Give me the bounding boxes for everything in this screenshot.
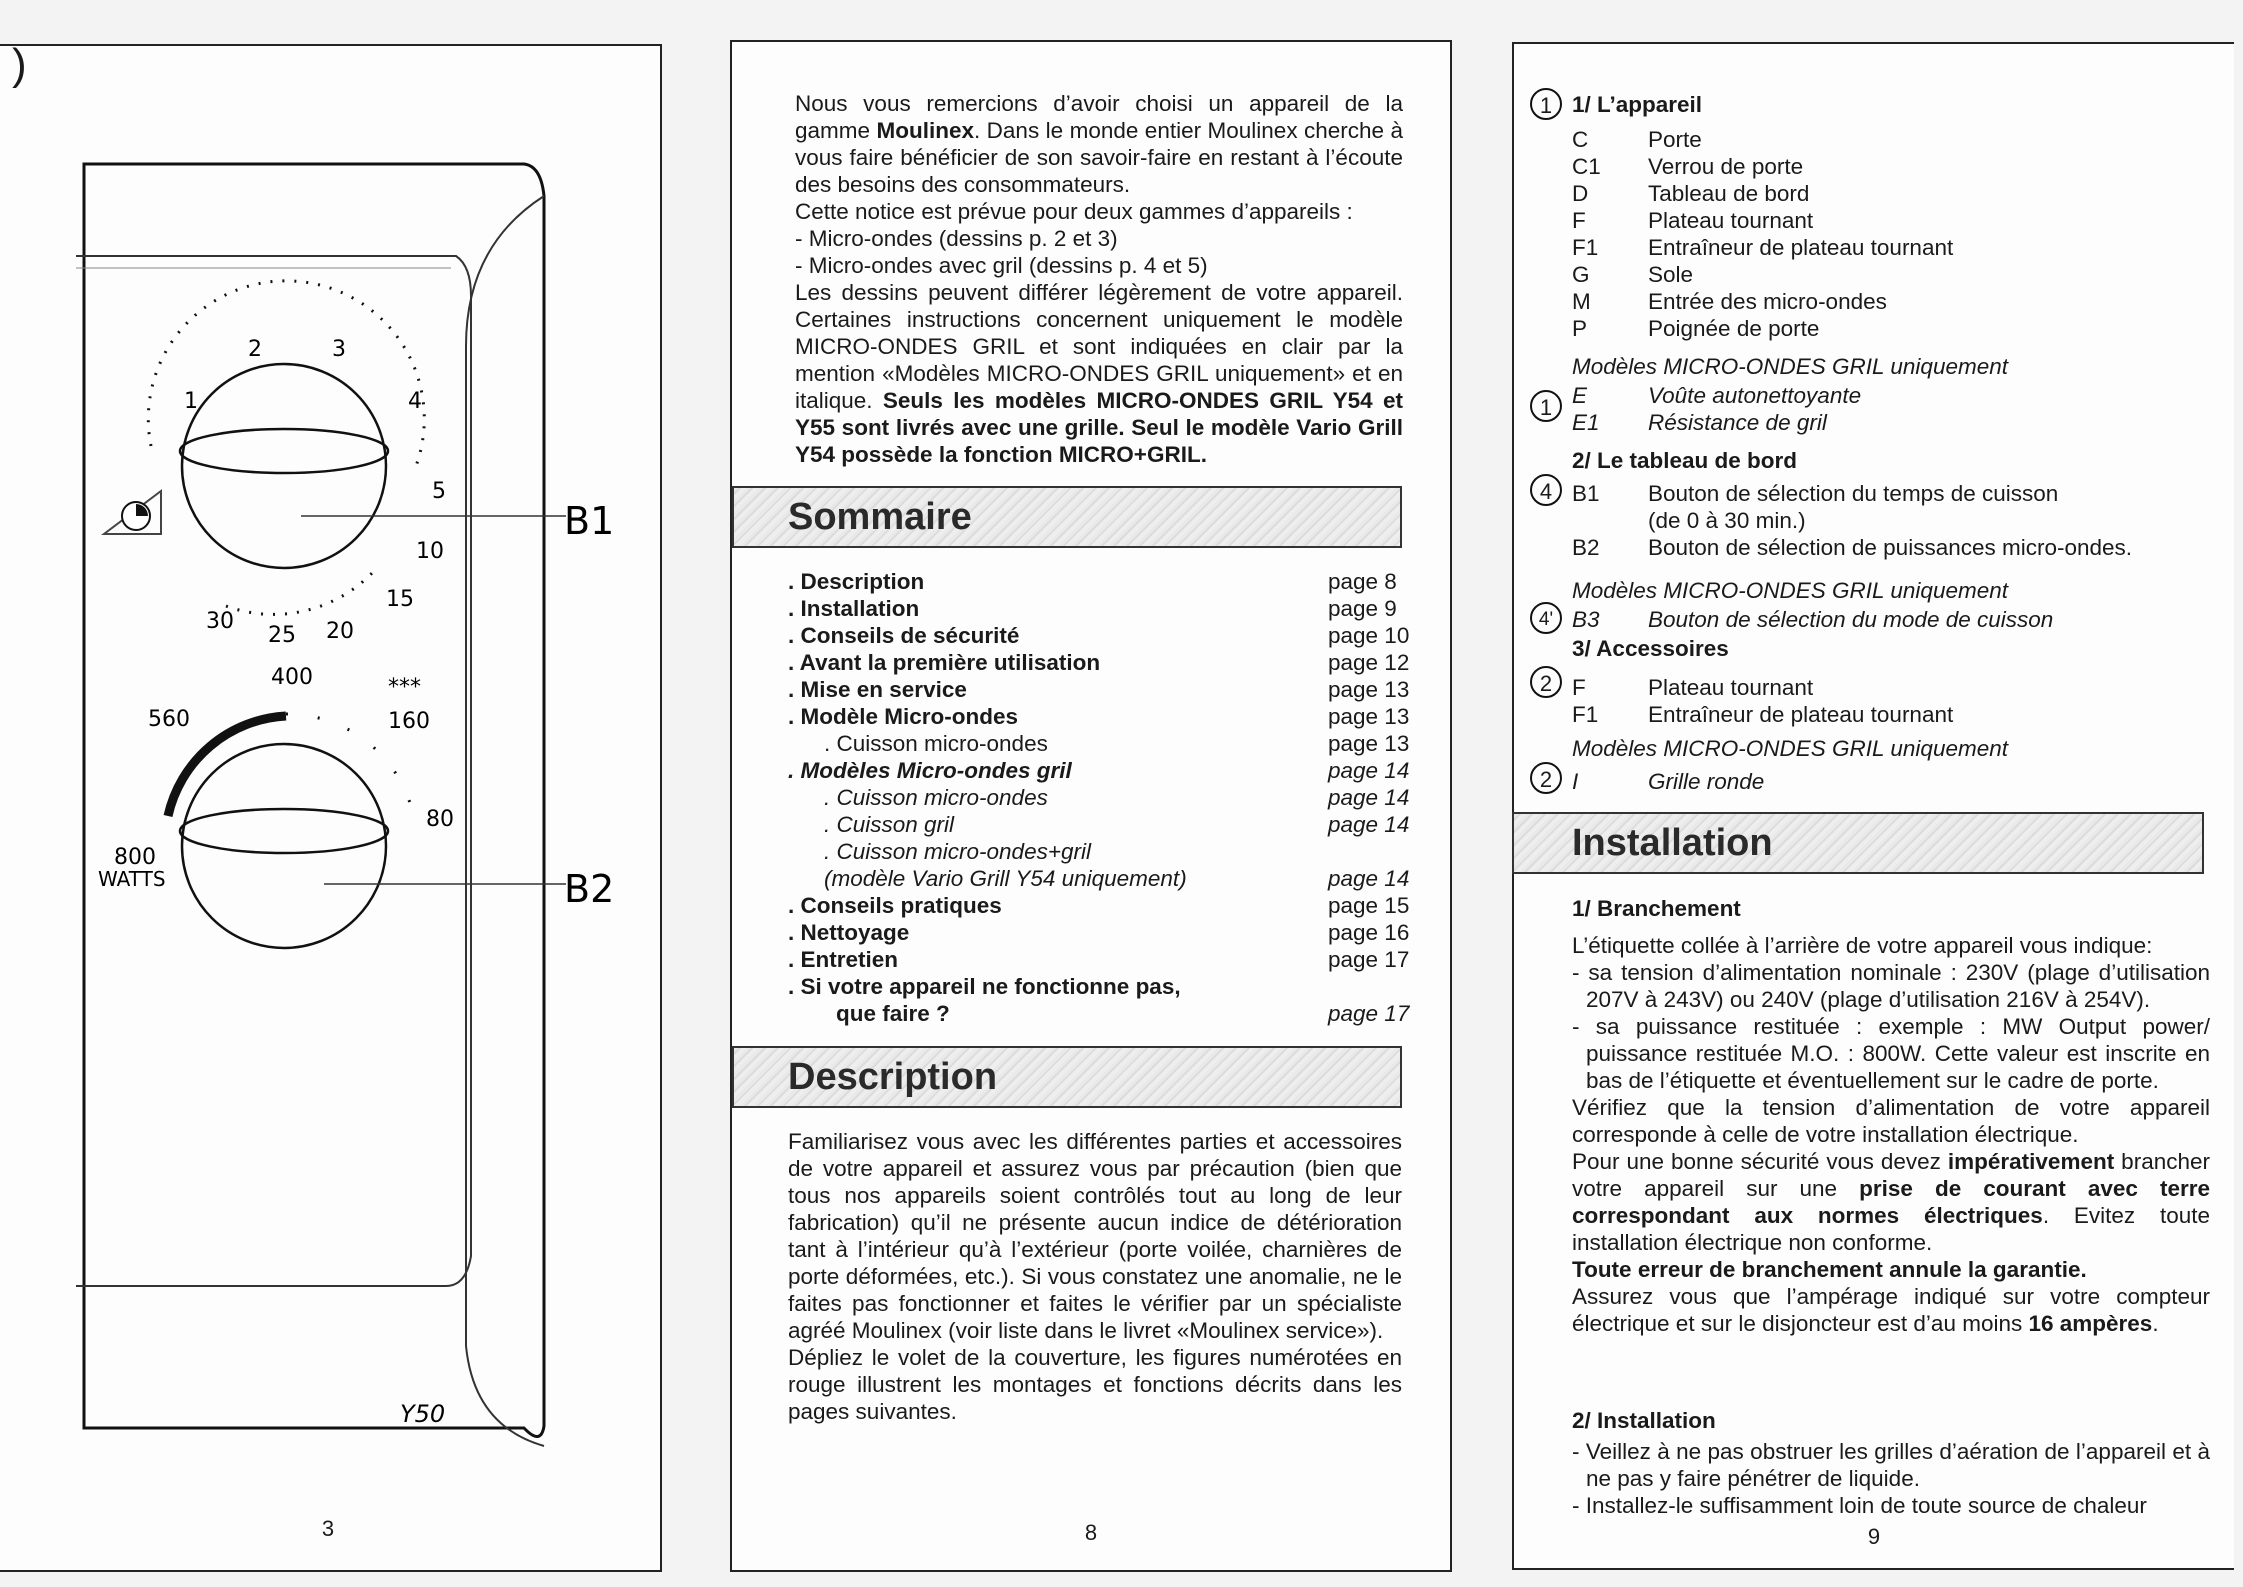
legend-label: Plateau tournant (1648, 208, 1814, 233)
tick-30: 30 (206, 609, 234, 634)
power-stars: *** (388, 675, 421, 700)
gril-only-header: Modèles MICRO-ONDES GRIL uniquement (1572, 578, 2008, 603)
branchement-paragraph: - sa tension d’alimentation nominale : 230V (plage d’utilisation 207V à 243V) ou 240V (plage d’utilisation 216V à 254V). (1572, 960, 2210, 1012)
tick-5: 5 (432, 479, 446, 504)
power-800: 800 (114, 845, 156, 870)
legend-item (1572, 534, 2132, 561)
figure-ref-circle: 1 (1530, 88, 1562, 120)
toc-label: . Cuisson micro-ondes (824, 731, 1048, 756)
sommaire-heading: Sommaire (732, 486, 1402, 548)
toc-label: . Si votre appareil ne fonctionne pas, (788, 974, 1181, 999)
legend-label: Bouton de sélection du mode de cuisson (1648, 607, 2054, 632)
branchement-paragraph: Toute erreur de branchement annule la garantie. (1572, 1257, 2087, 1282)
toc-page: page 13 (1328, 731, 1410, 756)
legend-code: E (1572, 383, 1588, 408)
toc-label: . Entretien (788, 947, 899, 972)
corner-mark: ) (12, 40, 27, 89)
bell-icon (104, 491, 161, 534)
toc-entry (788, 946, 1418, 973)
toc-label: . Modèles Micro-ondes gril (788, 758, 1072, 783)
toc-page (1328, 973, 1418, 1000)
legend-label: Grille ronde (1648, 769, 1765, 794)
page-8 (730, 40, 1452, 1572)
legend-item (1572, 261, 1693, 288)
legend-code: B2 (1572, 535, 1600, 560)
tick-20: 20 (326, 619, 354, 644)
legend-label: Sole (1648, 262, 1694, 287)
power-160: 160 (388, 709, 430, 734)
toc-entry (788, 676, 1418, 703)
toc-entry (788, 892, 1418, 919)
legend-item (1572, 480, 2058, 507)
legend-item (1572, 768, 1764, 795)
legend-code: C (1572, 127, 1589, 152)
legend-item (1572, 126, 1702, 153)
legend-item (1572, 180, 1809, 207)
branchement-paragraph: Pour une bonne sécurité vous devez impérativement brancher votre appareil sur une prise de courant avec terre correspondant aux normes électriques. Evitez toute installation électrique non conforme. (1572, 1149, 2210, 1255)
figure-ref-circle: 4' (1530, 602, 1562, 634)
toc-entry (788, 973, 1418, 1000)
intro-paragraph: - Micro-ondes avec gril (dessins p. 4 et 5) (795, 253, 1208, 278)
installation-heading: Installation (1512, 812, 2204, 874)
toc-entry (788, 757, 1418, 784)
section-title: 2/ Le tableau de bord (1572, 448, 1798, 473)
toc-label: . Description (788, 569, 925, 594)
power-400: 400 (271, 665, 313, 690)
toc-page: page 14 (1328, 866, 1410, 891)
branchement-paragraph: Assurez vous que l’ampérage indiqué sur votre compteur électrique et sur le disjoncteur est d’au moins 16 ampères. (1572, 1284, 2210, 1336)
toc-page (1328, 838, 1418, 865)
legend-label: Entraîneur de plateau tournant (1648, 235, 1954, 260)
toc-label: . Nettoyage (788, 920, 910, 945)
description-paragraph: Dépliez le volet de la couverture, les figures numérotées en rouge illustrent les montages et fonctions décrits dans les pages suivantes. (788, 1345, 1402, 1424)
description-text (788, 1128, 1402, 1425)
toc-page: page 12 (1328, 650, 1410, 675)
toc-page: page 13 (1328, 677, 1410, 702)
installation-item: - Installez-le suffisamment loin de toute source de chaleur (1572, 1493, 2147, 1518)
page-number: 9 (1867, 1524, 1881, 1549)
legend-code: B3 (1572, 607, 1600, 632)
page-number: 8 (1084, 1520, 1098, 1545)
legend-item (1572, 207, 1813, 234)
legend-item (1572, 674, 1813, 701)
legend-label: Verrou de porte (1648, 154, 1804, 179)
figure-ref-circle: 2 (1530, 762, 1562, 794)
legend-label: Entrée des micro-ondes (1648, 289, 1887, 314)
intro-paragraph: Nous vous remercions d’avoir choisi un appareil de la gamme Moulinex. Dans le monde entier Moulinex cherche à vous faire bénéficier de son savoir-faire en restant à l’écoute des besoins des consommateurs. (795, 91, 1404, 197)
description-paragraph: Familiarisez vous avec les différentes parties et accessoires de votre appareil et assurez vous par précaution (bien que tous nos appareils soient contrôlés tout au long de leur fabrication) qu’il ne présente aucun indice de détérioration tant à l’intérieur qu’à l’extérieur (porte voilée, charnières de porte déformées, etc.). Si vous constatez une anomalie, ne le faites pas fonctionner et faites le vérifier par un spécialiste agréé Moulinex (voir liste dans le livret «Moulinex service»). (788, 1129, 1402, 1343)
toc-entry (788, 1000, 1418, 1027)
gril-only-header: Modèles MICRO-ONDES GRIL uniquement (1572, 736, 2008, 761)
toc-label: . Cuisson micro-ondes+gril (824, 839, 1091, 864)
intro-paragraph: Cette notice est prévue pour deux gammes d’appareils : (795, 199, 1353, 224)
toc-entry (788, 622, 1418, 649)
toc-label: . Conseils de sécurité (788, 623, 1020, 648)
label-b2: B2 (564, 867, 615, 911)
table-of-contents (788, 568, 1418, 1027)
legend-item (1572, 701, 1953, 728)
toc-entry (788, 865, 1418, 892)
legend-item (1572, 288, 1887, 315)
toc-page: page 14 (1328, 758, 1410, 783)
toc-label: (modèle Vario Grill Y54 uniquement) (824, 866, 1187, 891)
toc-page: page 17 (1328, 947, 1410, 972)
section-title: 3/ Accessoires (1572, 636, 1729, 661)
legend-label: Résistance de gril (1648, 410, 1827, 435)
legend-item (1572, 382, 1861, 409)
legend-label: Tableau de bord (1648, 181, 1810, 206)
legend-label: (de 0 à 30 min.) (1648, 508, 1806, 533)
power-watts: WATTS (98, 867, 166, 891)
legend-label: Entraîneur de plateau tournant (1648, 702, 1954, 727)
branchement-text (1572, 932, 2210, 1337)
power-560: 560 (148, 707, 190, 732)
legend-item (1572, 507, 1806, 534)
toc-entry (788, 784, 1418, 811)
toc-entry (788, 703, 1418, 730)
page-3-diagram (0, 40, 662, 1572)
intro-paragraph: Les dessins peuvent différer légèrement de votre appareil. Certaines instructions concernent uniquement le modèle MICRO-ONDES GRIL et sont indiquées en clair par la mention «Modèles MICRO-ONDES GRIL uniquement» et en italique. Seuls les modèles MICRO-ONDES GRIL Y54 et Y55 sont livrés avec une grille. Seul le modèle Vario Grill Y54 possède la fonction MICRO+GRIL. (795, 280, 1403, 467)
page-number: 3 (321, 1516, 335, 1541)
toc-entry (788, 595, 1418, 622)
installation-text (1572, 1438, 2210, 1519)
subsection-title: 1/ Branchement (1572, 896, 1741, 921)
toc-label: . Conseils pratiques (788, 893, 1002, 918)
legend-label: Porte (1648, 127, 1702, 152)
legend-code: G (1572, 262, 1590, 287)
figure-ref-circle: 2 (1530, 666, 1562, 698)
subsection-title: 2/ Installation (1572, 1408, 1716, 1433)
installation-item: - Veillez à ne pas obstruer les grilles d’aération de l’appareil et à ne pas y faire pénétrer de liquide. (1572, 1439, 2210, 1491)
description-heading: Description (732, 1046, 1402, 1108)
legend-item (1572, 409, 1827, 436)
toc-label: . Mise en service (788, 677, 967, 702)
tick-2: 2 (248, 337, 262, 362)
toc-page: page 9 (1328, 596, 1397, 621)
tick-1: 1 (184, 389, 198, 414)
legend-label: Plateau tournant (1648, 675, 1814, 700)
power-80: 80 (426, 807, 454, 832)
legend-code: D (1572, 181, 1589, 206)
tick-3: 3 (332, 337, 346, 362)
legend-code: E1 (1572, 410, 1600, 435)
toc-label: . Cuisson micro-ondes (824, 785, 1048, 810)
legend-code: B1 (1572, 481, 1600, 506)
gril-only-header: Modèles MICRO-ONDES GRIL uniquement (1572, 354, 2008, 379)
toc-page: page 16 (1328, 920, 1410, 945)
toc-page: page 15 (1328, 893, 1410, 918)
toc-label: . Avant la première utilisation (788, 650, 1101, 675)
toc-entry (788, 838, 1418, 865)
toc-page: page 14 (1328, 785, 1410, 810)
figure-ref-circle: 1 (1530, 390, 1562, 422)
branchement-paragraph: - sa puissance restituée : exemple : MW Output power/ puissance restituée M.O. : 800W. Cette valeur est inscrite en bas de l’étiquette et éventuellement sur le cadre de porte. (1572, 1014, 2210, 1093)
legend-label: Bouton de sélection de puissances micro-ondes. (1648, 535, 2133, 560)
intro-text (795, 90, 1403, 468)
toc-label: que faire ? (836, 1001, 950, 1026)
toc-entry (788, 811, 1418, 838)
toc-page: page 17 (1328, 1001, 1410, 1026)
legend-code: M (1572, 289, 1591, 314)
legend-label: Poignée de porte (1648, 316, 1820, 341)
legend-code: F (1572, 208, 1586, 233)
legend-label: Voûte autonettoyante (1648, 383, 1862, 408)
toc-page: page 14 (1328, 812, 1410, 837)
legend-item (1572, 606, 2053, 633)
toc-page: page 8 (1328, 569, 1397, 594)
legend-label: Bouton de sélection du temps de cuisson (1648, 481, 2059, 506)
legend-code: P (1572, 316, 1588, 341)
section-title: 1/ L’appareil (1572, 92, 1703, 117)
label-b1: B1 (564, 499, 615, 543)
toc-entry (788, 730, 1418, 757)
toc-entry (788, 649, 1418, 676)
intro-paragraph: - Micro-ondes (dessins p. 2 et 3) (795, 226, 1118, 251)
control-panel-figure (0, 46, 662, 1546)
legend-code: C1 (1572, 154, 1601, 179)
tick-4: 4 (408, 389, 422, 414)
tick-10: 10 (416, 539, 444, 564)
toc-entry (788, 568, 1418, 595)
toc-page: page 13 (1328, 704, 1410, 729)
toc-label: . Cuisson gril (824, 812, 955, 837)
tick-25: 25 (268, 623, 296, 648)
legend-code: F1 (1572, 702, 1599, 727)
toc-label: . Installation (788, 596, 920, 621)
legend-item (1572, 315, 1819, 342)
toc-page: page 10 (1328, 623, 1410, 648)
legend-code: F (1572, 675, 1586, 700)
toc-entry (788, 919, 1418, 946)
model-label: Y50 (400, 1400, 446, 1428)
page-9 (1512, 42, 2234, 1570)
legend-item (1572, 153, 1803, 180)
figure-ref-circle: 4 (1530, 474, 1562, 506)
legend-code: F1 (1572, 235, 1599, 260)
toc-label: . Modèle Micro-ondes (788, 704, 1019, 729)
legend-item (1572, 234, 1953, 261)
branchement-paragraph: Vérifiez que la tension d’alimentation de votre appareil corresponde à celle de votre installation électrique. (1572, 1095, 2210, 1147)
tick-15: 15 (386, 587, 414, 612)
branchement-paragraph: L’étiquette collée à l’arrière de votre appareil vous indique: (1572, 933, 2153, 958)
legend-code: I (1572, 769, 1579, 794)
